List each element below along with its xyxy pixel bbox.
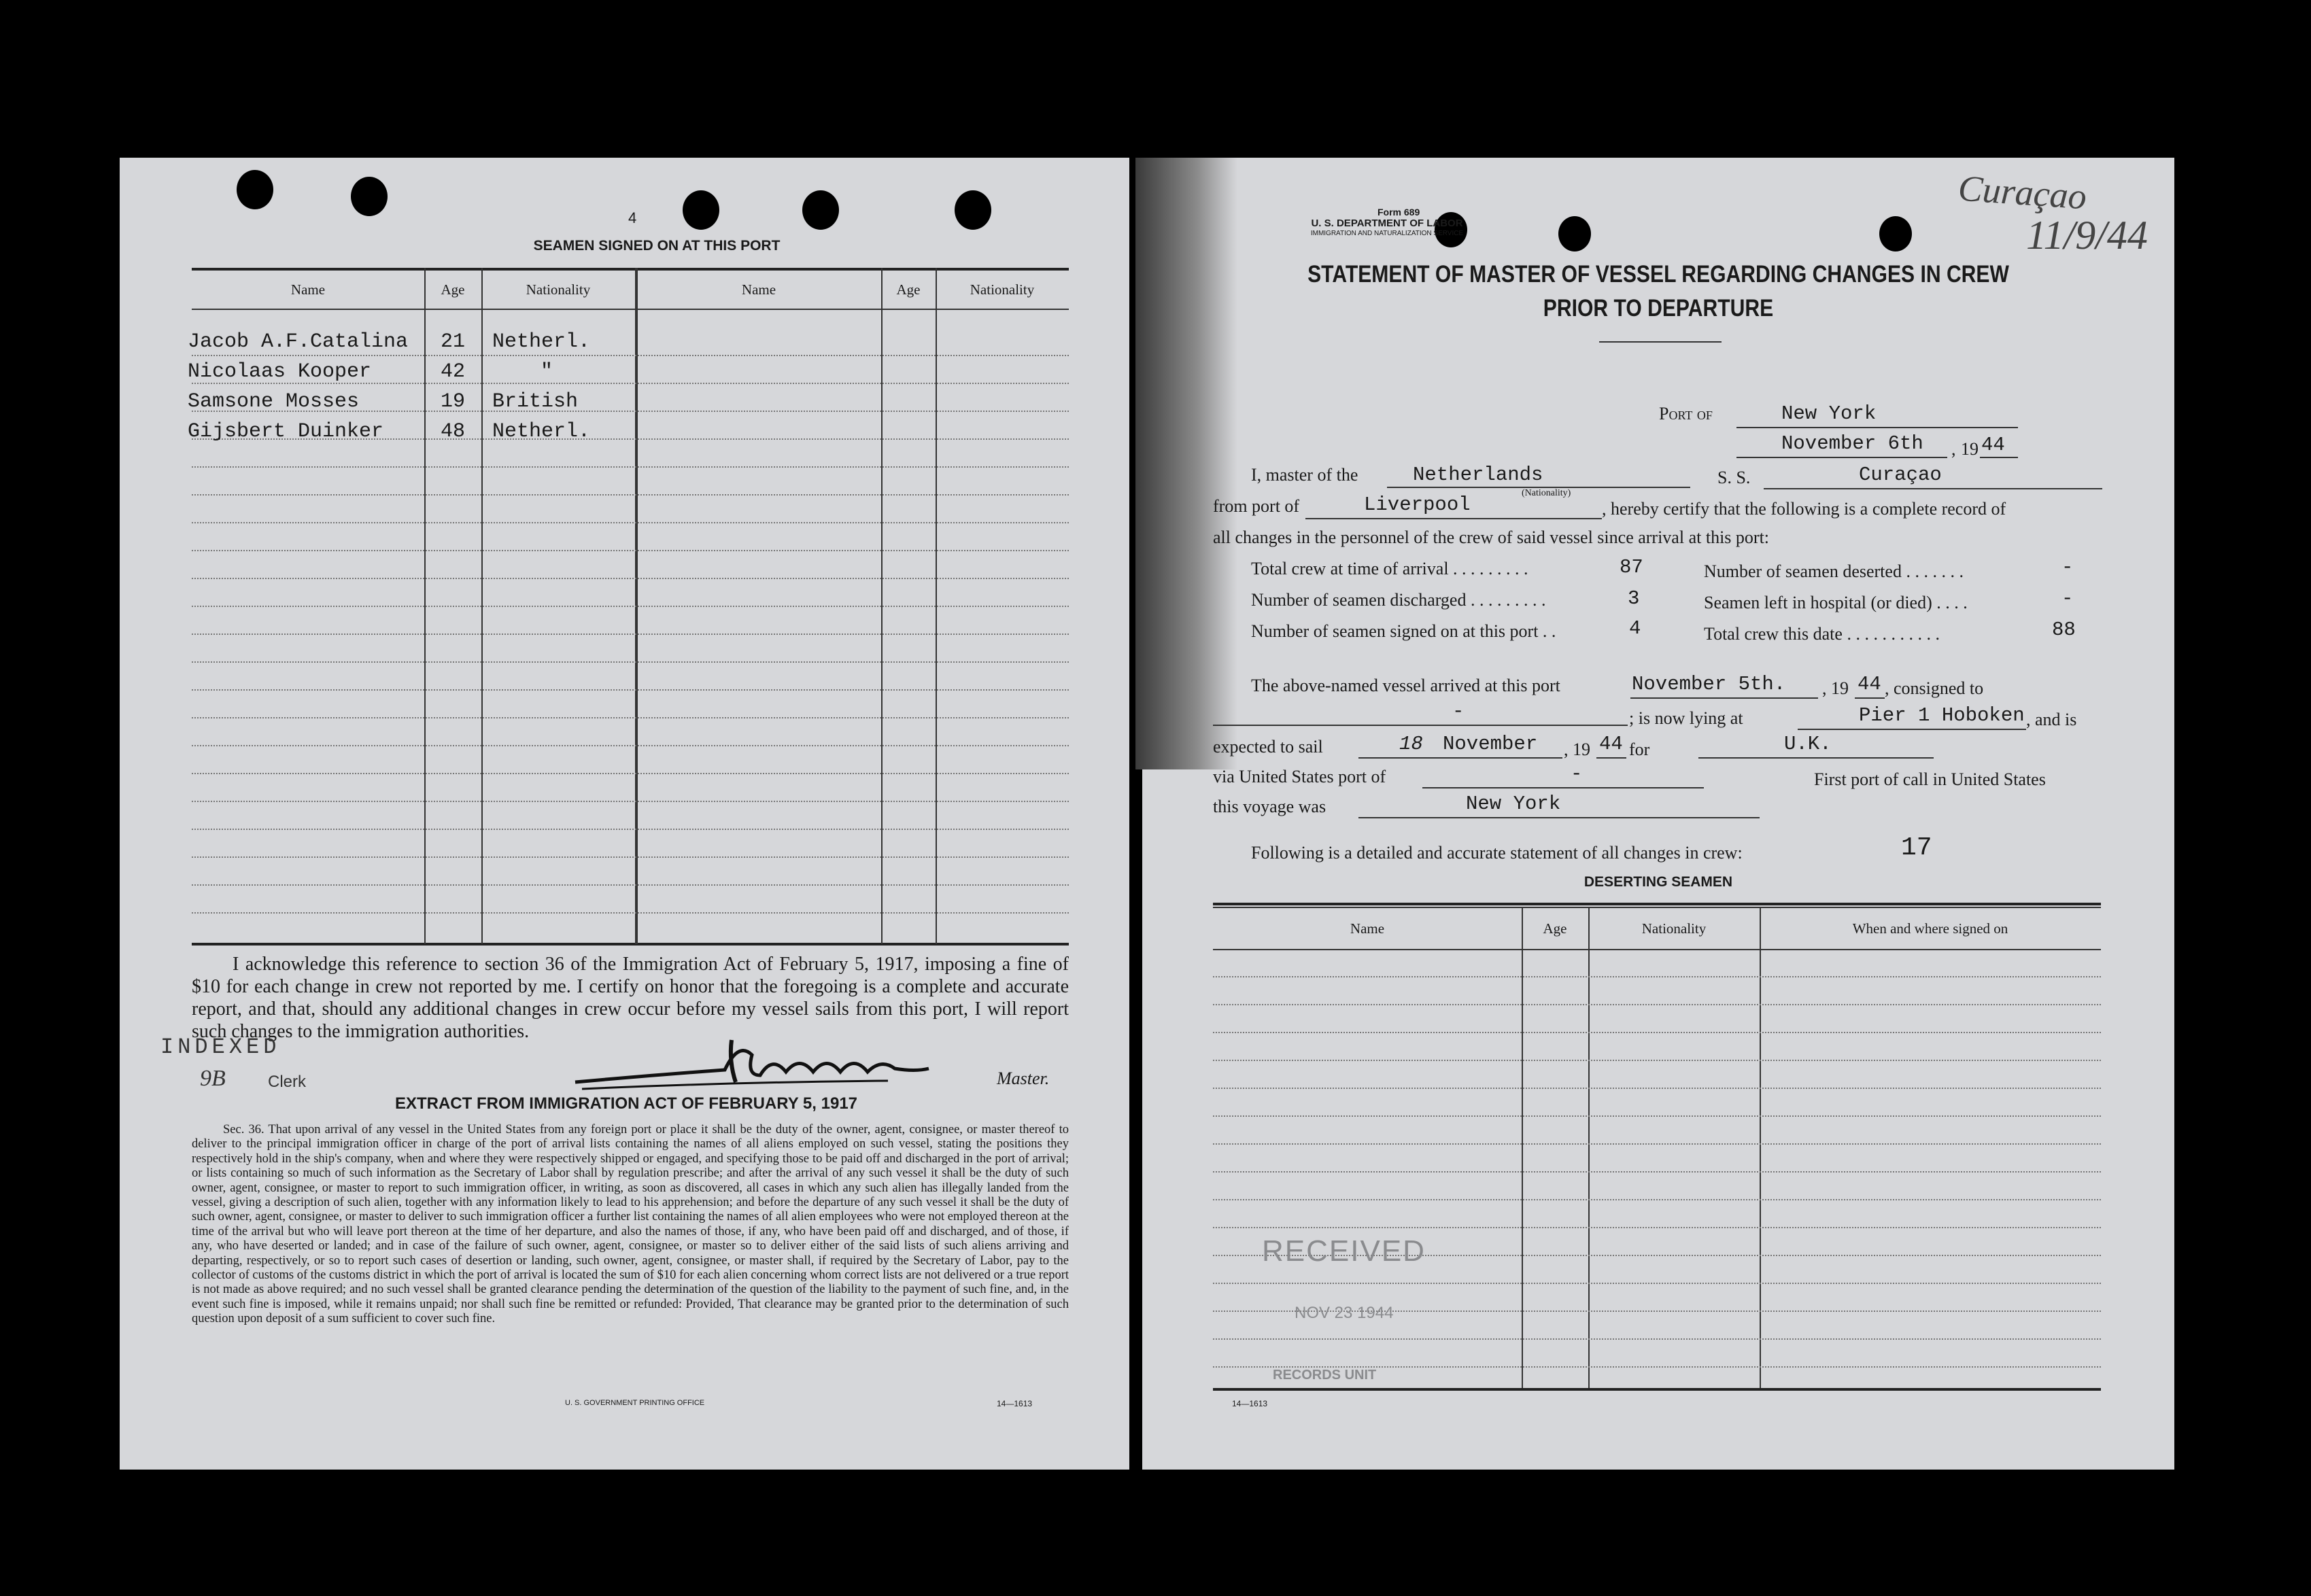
punch-hole bbox=[237, 170, 273, 209]
ruled-line bbox=[192, 912, 1069, 914]
ruled-line bbox=[1213, 1032, 2101, 1033]
following-label: Following is a detailed and accurate statement of all changes in crew: bbox=[1251, 843, 1743, 863]
lying-value: Pier 1 Hoboken bbox=[1859, 704, 2025, 727]
extract-title: EXTRACT FROM IMMIGRATION ACT OF FEBRUARY 5, 1917 bbox=[394, 1094, 858, 1113]
received-stamp: RECEIVED bbox=[1262, 1234, 1426, 1268]
deserting-title: DESERTING SEAMEN bbox=[1584, 874, 1733, 890]
handwritten-date: 11/9/44 bbox=[2026, 213, 2148, 258]
received-date: NOV 23 1944 bbox=[1295, 1304, 1394, 1322]
year-prefix: 19 bbox=[1961, 439, 1979, 459]
ruled-line bbox=[192, 745, 1069, 746]
ruled-line bbox=[192, 689, 1069, 691]
arrived-year-prefix: , 19 bbox=[1822, 678, 1849, 698]
ruled-line bbox=[192, 884, 1069, 886]
signed-on-value: 4 bbox=[1629, 617, 1641, 640]
form-code-right: 14—1613 bbox=[1232, 1399, 1268, 1408]
records-unit: RECORDS UNIT bbox=[1273, 1368, 1377, 1383]
form-title-line1: STATEMENT OF MASTER OF VESSEL REGARDING CHANGES IN CREW bbox=[1307, 261, 2009, 288]
section-title: SEAMEN SIGNED ON AT THIS PORT bbox=[533, 238, 781, 254]
punch-hole bbox=[802, 190, 839, 230]
row3-nationality: British bbox=[492, 390, 579, 413]
deserting-col-signed-on: When and where signed on bbox=[1852, 920, 2008, 937]
right-page bbox=[1142, 158, 2174, 1470]
form-title-line2: PRIOR TO DEPARTURE bbox=[1543, 295, 1774, 322]
consignee-value: - bbox=[1452, 700, 1465, 723]
expected-label: expected to sail bbox=[1213, 737, 1323, 757]
sail-day: 18 bbox=[1399, 733, 1423, 755]
printing-office: U. S. GOVERNMENT PRINTING OFFICE bbox=[565, 1399, 705, 1407]
row2-nationality: " bbox=[540, 360, 553, 383]
row1-age: 21 bbox=[440, 330, 465, 353]
row2-name: Nicolaas Kooper bbox=[188, 360, 372, 383]
punch-hole bbox=[1558, 216, 1591, 251]
ruled-line bbox=[192, 606, 1069, 607]
voyage-label: this voyage was bbox=[1213, 797, 1326, 816]
for-label: for bbox=[1629, 740, 1650, 759]
from-port-value: Liverpool bbox=[1364, 493, 1471, 516]
sail-month: November bbox=[1443, 733, 1538, 755]
master-signature bbox=[568, 1035, 949, 1096]
year-value: 44 bbox=[1981, 434, 2005, 456]
ruled-line bbox=[1213, 1088, 2101, 1089]
total-crew-arrival-value: 87 bbox=[1620, 556, 1643, 578]
row1-nationality: Netherl. bbox=[492, 330, 591, 353]
punch-hole bbox=[683, 190, 719, 230]
punch-hole bbox=[955, 190, 991, 230]
ruled-line bbox=[192, 829, 1069, 830]
arrived-label: The above-named vessel arrived at this port bbox=[1251, 676, 1560, 695]
form-code-left: 14—1613 bbox=[997, 1399, 1033, 1408]
col-header-age-2: Age bbox=[896, 281, 921, 298]
sail-year: 44 bbox=[1599, 733, 1623, 755]
port-value: New York bbox=[1781, 402, 1877, 425]
master-label: Master. bbox=[997, 1069, 1050, 1088]
service: IMMIGRATION AND NATURALIZATION SERVICE bbox=[1310, 230, 1464, 237]
ruled-line bbox=[1213, 1199, 2101, 1200]
discharged-value: 3 bbox=[1628, 587, 1640, 610]
deserted-label: Number of seamen deserted . . . . . . . bbox=[1704, 561, 1964, 581]
row3-name: Samsone Mosses bbox=[188, 390, 360, 413]
ruled-line bbox=[192, 522, 1069, 523]
consigned-label: , consigned to bbox=[1885, 678, 1984, 698]
deserting-col-nationality: Nationality bbox=[1641, 920, 1707, 937]
ruled-line bbox=[1213, 1338, 2101, 1340]
arrived-year: 44 bbox=[1858, 673, 1881, 695]
ruled-line bbox=[192, 717, 1069, 718]
date-value: November 6th bbox=[1781, 432, 1923, 455]
deserting-col-age: Age bbox=[1543, 920, 1567, 937]
ruled-line bbox=[192, 550, 1069, 551]
handwritten-note: Curaçao bbox=[1957, 167, 2088, 218]
row4-age: 48 bbox=[440, 420, 465, 443]
arrived-value: November 5th. bbox=[1632, 673, 1786, 695]
acknowledgment-text: I acknowledge this reference to section 36 of the Immigration Act of February 5, 1917, imposing a fine of $10 for each change in crew not reported by me. I certify on honor that the foregoing is a complete and accurate report, and that, should any additional changes in crew occur before my vessel sails from this port, I will report such changes to the immigration authorities. bbox=[192, 954, 1069, 1042]
via-value: - bbox=[1571, 763, 1583, 785]
ruled-line bbox=[1213, 976, 2101, 977]
col-header-name-2: Name bbox=[741, 281, 776, 298]
nationality-caption: (Nationality) bbox=[1522, 488, 1571, 498]
row1-name: Jacob A.F.Catalina bbox=[188, 330, 409, 353]
clerk-label: Clerk bbox=[268, 1073, 307, 1091]
col-header-name: Name bbox=[290, 281, 326, 298]
ruled-line bbox=[1213, 1227, 2101, 1228]
ruled-line bbox=[1213, 1143, 2101, 1145]
nationality-value: Netherlands bbox=[1413, 464, 1543, 486]
clerk-initials: 9B bbox=[200, 1066, 226, 1091]
ruled-line bbox=[192, 634, 1069, 635]
sail-year-prefix: , 19 bbox=[1564, 740, 1590, 759]
punch-hole bbox=[351, 177, 388, 216]
ruled-line bbox=[1213, 1283, 2101, 1284]
discharged-label: Number of seamen discharged . . . . . . . . . bbox=[1251, 590, 1546, 610]
col-header-age: Age bbox=[441, 281, 465, 298]
col-header-nationality-2: Nationality bbox=[970, 281, 1035, 298]
ruled-line bbox=[192, 494, 1069, 496]
ruled-line bbox=[192, 578, 1069, 579]
extract-text: Sec. 36. That upon arrival of any vessel in the United States from any foreign port or place it shall be the duty of the owner, agent, consignee, or master thereof to deliver to the principal immigration officer in charge of the port of arrival lists containing the names of all aliens employed on such vessel, stating the positions they respectively hold in the ship's company, when and where they were respectively shipped or engaged, and specifying those to be paid off and discharged in the port of arrival; or lists containing so much of such information as the Secretary of Labor shall by regulation prescribe; and after the arrival of any such vessel it shall be the duty of such owner, agent, consignee, or master to report to such immigration officer, in writing, as soon as discovered, all cases in which any such alien has illegally landed from the vessel, giving a description of such alien, together with any information likely to lead to his apprehension; and before the departure of any such vessel it shall be the duty of such owner, agent, consignee, or master to deliver to such immigration officer a further list containing the names of all alien employees who were not employed thereon at the time of the arrival but who will leave port thereon at the time of her departure, and also the names of those, if any, who have been paid off and discharged, and of those, if any, who have deserted or landed; and in case of the failure of such owner, agent, consignee, or master so to deliver either of the said lists of such aliens arriving and departing, respectively, or so to report such cases of desertion or landing, such owner, agent, consignee, or master shall, if required by the Secretary of Labor, pay to the collector of customs of the customs district in which the port of arrival is located the sum of $10 for each alien concerning whom correct lists are not delivered or a true report is not made as above required; and no such vessel shall be granted clearance pending the determination of the question of the liability to the payment of such fine, and, in the event such fine is imposed, while it remains unpaid; nor shall such fine be remitted or refunded: Provided, That clearance may be granted prior to the determination of such question upon deposit of a sum sufficient to cover such fine. bbox=[192, 1123, 1069, 1326]
ruled-line bbox=[1213, 1115, 2101, 1117]
ruled-line bbox=[1213, 1171, 2101, 1173]
ruled-line bbox=[192, 773, 1069, 774]
ruled-line bbox=[192, 466, 1069, 468]
col-header-nationality: Nationality bbox=[526, 281, 591, 298]
department: U. S. DEPARTMENT OF LABOR bbox=[1311, 218, 1463, 229]
ship-value: Curaçao bbox=[1859, 464, 1942, 486]
page-number: 4 bbox=[628, 209, 637, 226]
form-number: Form 689 bbox=[1377, 207, 1420, 218]
changes-count: 17 bbox=[1901, 833, 1932, 863]
indexed-stamp: INDEXED bbox=[160, 1035, 281, 1060]
left-page bbox=[120, 158, 1129, 1470]
punch-hole bbox=[1879, 216, 1912, 251]
row4-nationality: Netherl. bbox=[492, 420, 591, 443]
ruled-line bbox=[192, 355, 1069, 356]
first-port-label: First port of call in United States bbox=[1814, 769, 2046, 789]
master-of-label: I, master of the bbox=[1251, 465, 1358, 485]
signed-on-label: Number of seamen signed on at this port . . bbox=[1251, 621, 1556, 641]
ss-label: S. S. bbox=[1717, 468, 1751, 487]
deserted-value: - bbox=[2061, 556, 2074, 578]
row2-age: 42 bbox=[440, 360, 465, 383]
certify-text: , hereby certify that the following is a complete record of bbox=[1602, 499, 2006, 519]
destination: U.K. bbox=[1784, 733, 1832, 755]
lying-label: ; is now lying at bbox=[1629, 708, 1743, 728]
total-crew-arrival-label: Total crew at time of arrival . . . . . . . . . bbox=[1251, 559, 1528, 578]
deserting-col-name: Name bbox=[1350, 920, 1385, 937]
port-label: Port of bbox=[1659, 404, 1713, 423]
row3-age: 19 bbox=[440, 390, 465, 413]
binding-shadow bbox=[1135, 158, 1237, 769]
comma: , bbox=[1951, 439, 1956, 459]
total-crew-date-label: Total crew this date . . . . . . . . . . . bbox=[1704, 624, 1940, 644]
row4-name: Gijsbert Duinker bbox=[188, 420, 384, 443]
ruled-line bbox=[1213, 1004, 2101, 1005]
hospital-label: Seamen left in hospital (or died) . . . . bbox=[1704, 593, 1968, 612]
and-is-label: , and is bbox=[2026, 710, 2077, 729]
ruled-line bbox=[192, 801, 1069, 802]
ruled-line bbox=[192, 661, 1069, 663]
changes-text: all changes in the personnel of the crew of said vessel since arrival at this port: bbox=[1213, 527, 1770, 547]
ruled-line bbox=[192, 856, 1069, 858]
from-port-label: from port of bbox=[1213, 496, 1300, 516]
via-label: via United States port of bbox=[1213, 767, 1386, 786]
total-crew-date-value: 88 bbox=[2052, 619, 2076, 641]
ruled-line bbox=[1213, 1060, 2101, 1061]
voyage-value: New York bbox=[1466, 793, 1561, 815]
hospital-value: - bbox=[2061, 587, 2074, 610]
